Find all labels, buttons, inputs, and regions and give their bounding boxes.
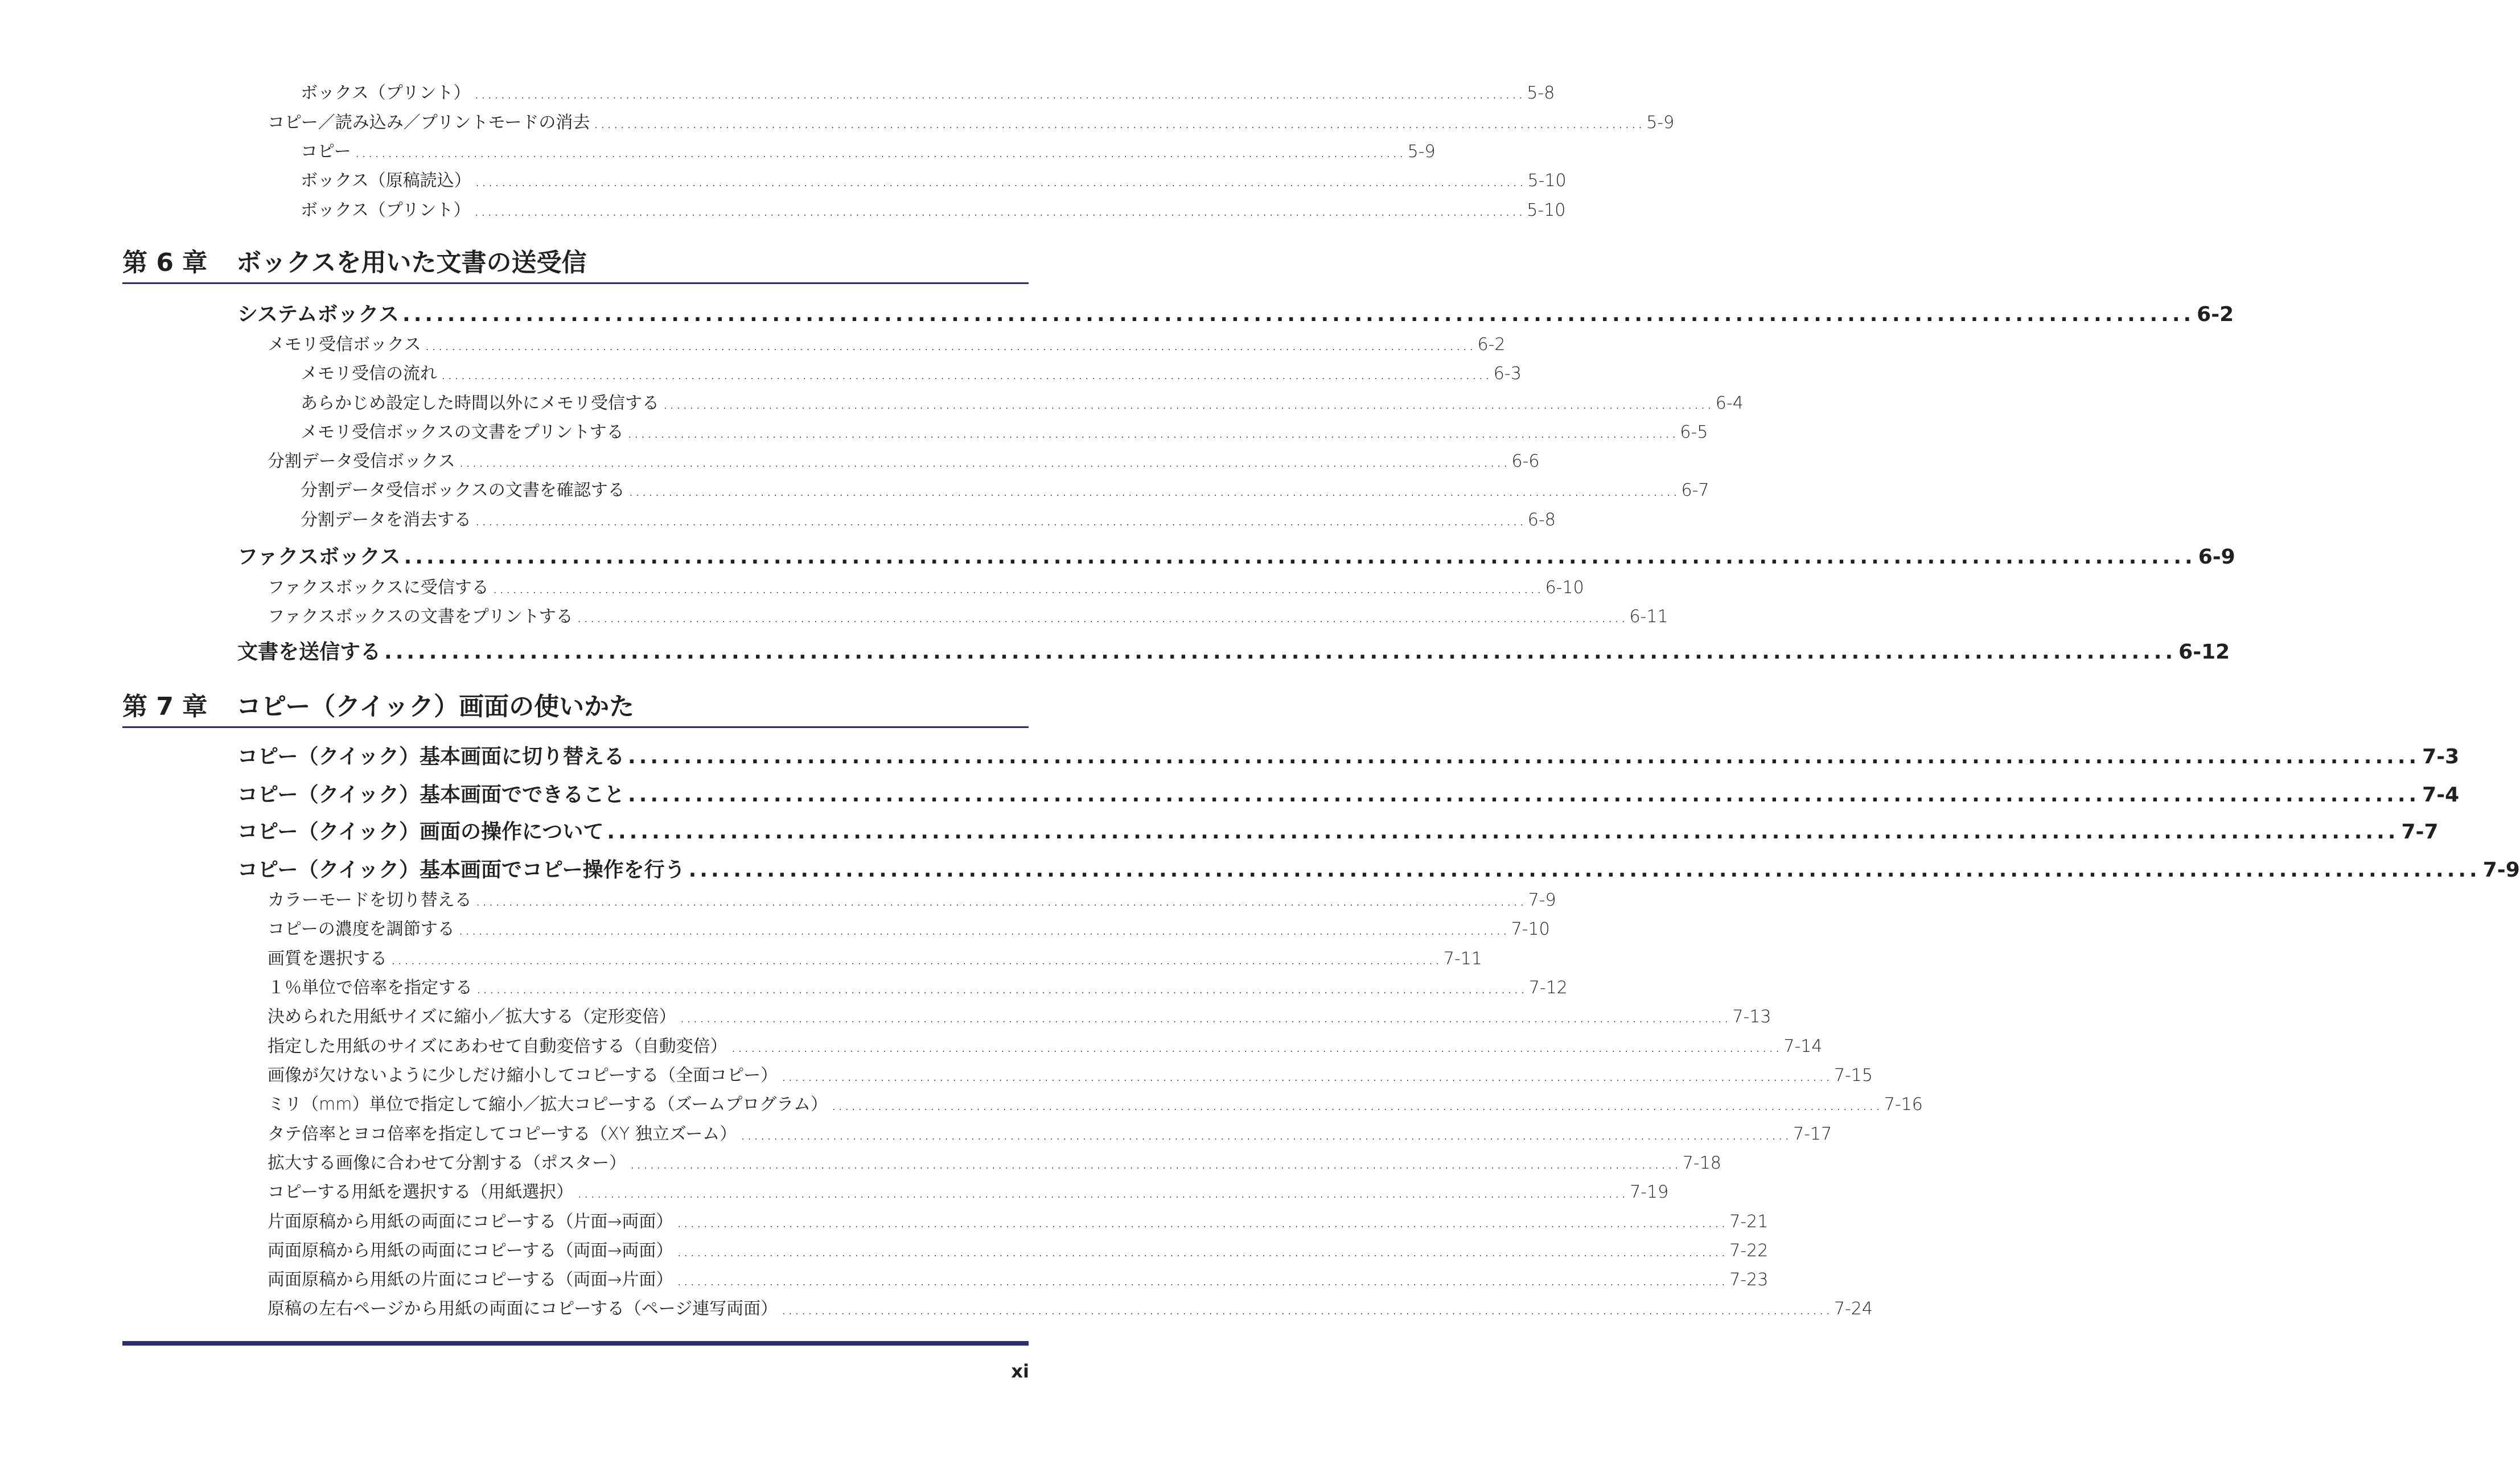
toc-entry-title: 拡大する画像に合わせて分割する（ポスター）	[268, 1153, 626, 1173]
toc-entry-title: タテ倍率とヨコ倍率を指定してコピーする（XY 独立ズーム）	[268, 1124, 737, 1144]
toc-entry-page: 5-10	[1527, 200, 1566, 220]
toc-entry-title: システムボックス	[237, 303, 400, 326]
toc-entry-title: 片面原稿から用紙の両面にコピーする（片面→両面）	[268, 1212, 673, 1232]
toc-entry-title: 原稿の左右ページから用紙の両面にコピーする（ページ連写両面）	[268, 1299, 778, 1319]
toc-entry[interactable]	[237, 298, 2234, 327]
toc-entry[interactable]	[268, 602, 1668, 627]
toc-entry-page: 7-18	[1682, 1153, 1721, 1173]
dot-leader: ................................................................................................................................................................	[475, 510, 1526, 530]
toc-entry-page: 6-12	[2178, 640, 2230, 664]
dot-leader: ................................................................................................................................................................	[474, 83, 1525, 103]
chapter-heading	[122, 686, 634, 722]
toc-entry-page: 7-17	[1793, 1124, 1832, 1144]
toc-entry[interactable]	[268, 447, 1540, 472]
dot-leader: ................................................................................................................................................................	[663, 393, 1713, 413]
toc-entry-title: 決められた用紙サイズに縮小／拡大する（定形変倍）	[268, 1007, 676, 1027]
chapter-number: 第 6 章	[122, 248, 208, 277]
dot-leader: ................................................................................................................................................................	[441, 364, 1491, 384]
dot-leader: ................................................................................................................................................................	[576, 607, 1627, 627]
toc-entry-page: 5-8	[1527, 83, 1555, 103]
dot-leader: ................................................................................................................................................................	[476, 978, 1527, 998]
toc-entry-title: ボックス（原稿読込）	[301, 171, 471, 191]
dot-leader: ................................................................................................................................................................	[404, 545, 2196, 569]
dot-leader: ................................................................................................................................................................	[628, 745, 2420, 768]
toc-entry[interactable]	[268, 1178, 1669, 1203]
dot-leader: ................................................................................................................................................................	[676, 1212, 1728, 1232]
toc-entry[interactable]	[268, 1032, 1823, 1057]
dot-leader: ................................................................................................................................................................	[676, 1241, 1728, 1261]
toc-entry[interactable]	[268, 1120, 1832, 1145]
toc-entry[interactable]	[268, 973, 1568, 998]
toc-entry[interactable]	[268, 944, 1482, 969]
dot-leader: ................................................................................................................................................................	[688, 858, 2481, 882]
dot-leader: ................................................................................................................................................................	[593, 113, 1645, 133]
toc-entry[interactable]	[301, 359, 1522, 384]
toc-entry-title: 両面原稿から用紙の片面にコピーする（両面→片面）	[268, 1270, 673, 1290]
toc-entry[interactable]	[301, 166, 1567, 191]
toc-entry-title: コピー（クイック）基本画面に切り替える	[237, 745, 625, 768]
dot-leader: ................................................................................................................................................................	[627, 422, 1678, 442]
toc-entry-page: 6-2	[2197, 303, 2234, 326]
toc-entry[interactable]	[301, 137, 1436, 162]
toc-entry-page: 7-10	[1511, 919, 1550, 939]
dot-leader: ................................................................................................................................................................	[676, 1270, 1728, 1290]
toc-entry[interactable]	[237, 541, 2235, 570]
dot-leader: ................................................................................................................................................................	[740, 1124, 1791, 1144]
toc-entry-title: コピー（クイック）基本画面でコピー操作を行う	[237, 858, 685, 882]
toc-entry-page: 7-11	[1443, 949, 1482, 969]
toc-entry-page: 6-8	[1527, 510, 1556, 530]
toc-entry-title: 分割データを消去する	[301, 510, 471, 530]
toc-entry-title: あらかじめ設定した時間以外にメモリ受信する	[301, 393, 659, 413]
toc-entry-title: ファクスボックスに受信する	[268, 578, 489, 598]
toc-entry-page: 5-9	[1646, 113, 1675, 133]
dot-leader: ................................................................................................................................................................	[458, 451, 1510, 471]
toc-entry-title: メモリ受信ボックスの文書をプリントする	[301, 422, 624, 442]
toc-entry[interactable]	[268, 1294, 1873, 1319]
toc-entry-title: コピーの濃度を調節する	[268, 919, 455, 939]
dot-leader: ................................................................................................................................................................	[628, 480, 1679, 500]
dot-leader: ................................................................................................................................................................	[384, 640, 2177, 664]
toc-entry[interactable]	[268, 330, 1506, 355]
toc-entry[interactable]	[301, 79, 1555, 104]
chapter-title: コピー（クイック）画面の使いかた	[236, 692, 635, 721]
toc-entry[interactable]	[301, 505, 1556, 531]
toc-entry-page: 7-4	[2422, 783, 2460, 807]
dot-leader: ................................................................................................................................................................	[458, 919, 1509, 939]
dot-leader: ................................................................................................................................................................	[577, 1182, 1628, 1202]
toc-entry[interactable]	[237, 636, 2230, 665]
toc-entry-title: コピー／読み込み／プリントモードの消去	[268, 113, 590, 133]
toc-entry-page: 6-6	[1511, 451, 1540, 471]
toc-entry-page: 7-14	[1783, 1037, 1823, 1056]
toc-entry[interactable]	[237, 816, 2439, 845]
toc-entry-title: メモリ受信ボックス	[268, 335, 421, 355]
toc-entry[interactable]	[301, 196, 1566, 221]
dot-leader: ................................................................................................................................................................	[781, 1299, 1832, 1319]
chapter-title: ボックスを用いた文書の送受信	[236, 248, 587, 277]
toc-entry-title: カラーモードを切り替える	[268, 890, 472, 910]
toc-entry-page: 7-22	[1729, 1241, 1769, 1261]
toc-entry-title: １％単位で倍率を指定する	[268, 978, 472, 998]
toc-entry-title: 両面原稿から用紙の両面にコピーする（両面→両面）	[268, 1241, 673, 1261]
dot-leader: ................................................................................................................................................................	[781, 1066, 1832, 1085]
toc-entry-page: 7-9	[2482, 858, 2520, 882]
toc-entry-page: 7-12	[1528, 978, 1568, 998]
toc-entry-title: 文書を送信する	[237, 640, 381, 664]
toc-entry-title: ミリ（mm）単位で指定して縮小／拡大コピーする（ズームプログラム）	[268, 1095, 828, 1115]
toc-entry-page: 7-23	[1729, 1270, 1769, 1290]
toc-entry-page: 7-19	[1630, 1182, 1669, 1202]
footer-rule	[122, 1341, 1029, 1346]
dot-leader: ................................................................................................................................................................	[474, 200, 1525, 220]
toc-entry[interactable]	[268, 573, 1584, 598]
toc-entry[interactable]	[268, 1236, 1769, 1261]
toc-entry-page: 7-24	[1834, 1299, 1873, 1319]
dot-leader: ................................................................................................................................................................	[679, 1007, 1730, 1027]
toc-entry-title: メモリ受信の流れ	[301, 364, 437, 384]
dot-leader: ................................................................................................................................................................	[474, 171, 1526, 191]
toc-entry-title: コピーする用紙を選択する（用紙選択）	[268, 1182, 574, 1202]
toc-entry-page: 7-7	[2401, 820, 2439, 844]
toc-entry[interactable]	[237, 779, 2460, 808]
toc-entry[interactable]	[268, 1002, 1771, 1027]
dot-leader: ................................................................................................................................................................	[607, 820, 2399, 844]
toc-entry-page: 6-11	[1629, 607, 1668, 627]
toc-entry-page: 7-9	[1528, 890, 1556, 910]
toc-entry-title: ボックス（プリント）	[301, 83, 471, 103]
toc-entry[interactable]	[301, 476, 1709, 501]
toc-entry[interactable]	[268, 1061, 1873, 1086]
toc-entry-title: 分割データ受信ボックスの文書を確認する	[301, 480, 625, 500]
toc-entry-page: 6-9	[2198, 545, 2235, 569]
dot-leader: ................................................................................................................................................................	[475, 890, 1526, 910]
toc-entry-page: 6-2	[1477, 335, 1506, 355]
dot-leader: ................................................................................................................................................................	[628, 783, 2420, 807]
toc-entry-title: 画像が欠けないように少しだけ縮小してコピーする（全面コピー）	[268, 1066, 778, 1085]
toc-entry-page: 6-7	[1681, 480, 1709, 500]
toc-entry-title: 画質を選択する	[268, 949, 387, 969]
page-number: xi	[1011, 1360, 1029, 1382]
toc-entry-page: 7-15	[1834, 1066, 1873, 1085]
dot-leader: ................................................................................................................................................................	[402, 303, 2195, 326]
chapter-heading	[122, 242, 587, 278]
toc-entry-page: 7-13	[1732, 1007, 1771, 1027]
toc-entry[interactable]	[268, 1207, 1769, 1232]
dot-leader: ................................................................................................................................................................	[730, 1037, 1782, 1056]
toc-entry[interactable]	[268, 108, 1675, 133]
toc-entry-page: 7-16	[1884, 1095, 1923, 1115]
toc-entry-page: 6-10	[1545, 578, 1584, 598]
toc-entry-title: コピー	[301, 142, 351, 162]
toc-entry-title: 指定した用紙のサイズにあわせて自動変倍する（自動変倍）	[268, 1037, 727, 1056]
toc-entry-page: 7-3	[2422, 745, 2460, 768]
dot-leader: ................................................................................................................................................................	[390, 949, 1441, 969]
dot-leader: ................................................................................................................................................................	[424, 335, 1475, 355]
dot-leader: ................................................................................................................................................................	[492, 578, 1543, 598]
toc-entry-title: 分割データ受信ボックス	[268, 451, 455, 471]
toc-entry-page: 7-21	[1729, 1212, 1769, 1232]
toc-entry-title: ボックス（プリント）	[301, 200, 471, 220]
chapter-number: 第 7 章	[122, 692, 208, 721]
chapter-rule	[122, 282, 1029, 284]
toc-entry-title: ファクスボックスの文書をプリントする	[268, 607, 573, 627]
toc-entry-page: 5-10	[1527, 171, 1567, 191]
toc-entry-page: 6-4	[1715, 393, 1744, 413]
toc-entry-page: 6-3	[1493, 364, 1522, 384]
toc-entry-page: 6-5	[1680, 422, 1708, 442]
toc-entry-page: 5-9	[1407, 142, 1436, 162]
dot-leader: ................................................................................................................................................................	[630, 1153, 1680, 1173]
toc-entry[interactable]	[301, 389, 1744, 414]
toc-entry[interactable]	[268, 886, 1556, 911]
toc-entry[interactable]	[268, 1265, 1769, 1290]
toc-entry[interactable]	[301, 418, 1708, 443]
toc-entry[interactable]	[237, 854, 2520, 883]
toc-entry[interactable]	[237, 741, 2460, 770]
toc-entry[interactable]	[268, 915, 1550, 940]
chapter-rule	[122, 726, 1029, 728]
toc-entry-title: ファクスボックス	[237, 545, 401, 569]
dot-leader: ................................................................................................................................................................	[831, 1095, 1882, 1115]
toc-entry-title: コピー（クイック）基本画面でできること	[237, 783, 625, 807]
toc-entry[interactable]	[268, 1090, 1923, 1115]
toc-entry[interactable]	[268, 1149, 1721, 1174]
dot-leader: ................................................................................................................................................................	[354, 142, 1405, 162]
toc-entry-title: コピー（クイック）画面の操作について	[237, 820, 604, 844]
